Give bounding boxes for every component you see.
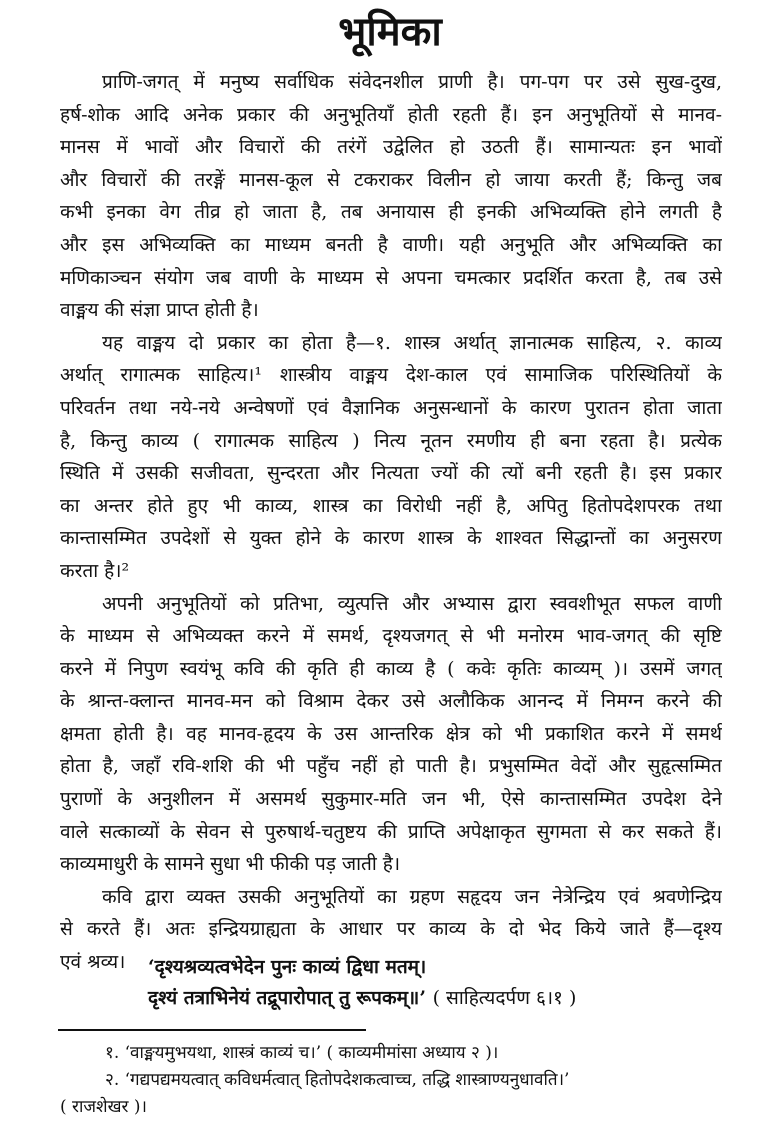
text-line: करने में निपुण स्वयंभू कवि की कृति ही काव्य है ( कवेः कृतिः काव्यम् )। उसमें जगत् — [60, 657, 722, 680]
text-line: होता है, जहाँ रवि-शशि की भी पहुँच नहीं हो पाती है। प्रभुसम्मित वेदों और सुहृत्सम्मित — [60, 755, 722, 778]
text-line: अपनी अनुभूतियों को प्रतिभा, व्युत्पत्ति और अभ्यास द्वारा स्ववशीभूत सफल वाणी — [102, 592, 722, 615]
verse-quote — [148, 952, 576, 1014]
text-line: क्षमता होती है। वह मानव-हृदय के उस आन्तरिक क्षेत्र को भी प्रकाशित करने में समर्थ — [60, 722, 722, 745]
footnote-2: २. ‘गद्यपद्यमयत्वात् कविधर्मत्वात् हितोपदेशकत्वाच्च, तद्धि शास्त्राण्यनुधावति।’ — [105, 1070, 570, 1090]
text-line: प्राणि-जगत् में मनुष्य सर्वाधिक संवेदनशील प्राणी है। पग-पग पर उसे सुख-दुख, — [102, 71, 722, 93]
text-line: के माध्यम से अभिव्यक्त करने में समर्थ, दृश्यजगत् से भी मनोरम भाव-जगत् की सृष्टि — [60, 625, 722, 648]
verse-line-2 — [148, 983, 576, 1014]
text-line: वाले सत्काव्यों के सेवन से पुरुषार्थ-चतुष्टय की प्राप्ति अपेक्षाकृत सुगमता से कर सकते हैं। — [60, 820, 722, 843]
text-line: कान्तासम्मित उपदेशों से युक्त होने के कारण शास्त्र के शाश्वत सिद्धान्तों का अनुसरण — [60, 527, 722, 550]
text-line: स्थिति में उसकी सजीवता, सुन्दरता और नित्यता ज्यों की त्यों बनी रहती है। इस प्रकार — [60, 462, 722, 485]
text-line: कभी इनका वेग तीव्र हो जाता है, तब अनायास ही इनकी अभिव्यक्ति होने लगती है — [60, 201, 722, 224]
text-line: करता है।² — [60, 559, 130, 582]
text-line: के श्रान्त-क्लान्त मानव-मन को विश्राम देकर उसे अलौकिक आनन्द में निमग्न करने की — [60, 690, 722, 713]
text-line: से करते हैं। अतः इन्द्रियग्राह्यता के आधार पर काव्य के दो भेद किये जाते हैं—दृश्य — [60, 918, 722, 941]
paragraph — [60, 588, 722, 881]
text-line: परिवर्तन तथा नये-नये अन्वेषणों एवं वैज्ञानिक अनुसन्धानों के कारण पुरातन होता जाता — [60, 396, 722, 419]
text-line: और इस अभिव्यक्ति का माध्यम बनती है वाणी। यही अनुभूति और अभिव्यक्ति का — [60, 233, 722, 256]
footnote-1: १. ‘वाङ्मयमुभयथा, शास्त्रं काव्यं च।’ ( काव्यमीमांसा अध्याय २ )। — [105, 1043, 499, 1063]
body-text — [60, 66, 722, 979]
paragraph — [60, 327, 722, 588]
text-line: मानस में भावों और विचारों की तरंगें उद्वेलित हो उठती हैं। सामान्यतः इन भावों — [60, 136, 722, 159]
text-line: है, किन्तु काव्य ( रागात्मक साहित्य ) नित्य नूतन रमणीय ही बना रहता है। प्रत्येक — [60, 429, 722, 452]
verse-line-1: ‘दृश्यश्रव्यत्वभेदेन पुनः काव्यं द्विधा मतम्। — [148, 956, 427, 978]
text-line: मणिकाञ्चन संयोग जब वाणी के माध्यम से अपना चमत्कार प्रदर्शित करता है, तब उसे — [60, 266, 722, 289]
text-line: हर्ष-शोक आदि अनेक प्रकार की अनुभूतियाँ होती रहती हैं। इन अनुभूतियों से मानव- — [60, 103, 722, 126]
text-line: पुराणों के अनुशीलन में असमर्थ सुकुमार-मति जन भी, ऐसे कान्तासम्मित उपदेश देने — [60, 788, 722, 811]
paragraph — [60, 66, 722, 327]
text-line: और विचारों की तरङ्गें मानस-कूल से टकराकर विलीन हो जाया करती हैं; किन्तु जब — [60, 168, 722, 191]
page-title: भूमिका — [338, 8, 442, 55]
text-line: एवं श्रव्य। — [60, 951, 126, 974]
text-line: यह वाङ्मय दो प्रकार का होता है—१. शास्त्र अर्थात् ज्ञानात्मक साहित्य, २. काव्य — [102, 331, 722, 354]
text-line: का अन्तर होते हुए भी काव्य, शास्त्र का विरोधी नहीं है, अपितु हितोपदेशपरक तथा — [60, 494, 722, 517]
verse-source: ( साहित्यदर्पण ६।१ ) — [432, 987, 577, 1009]
text-line: कवि द्वारा व्यक्त उसकी अनुभूतियों का ग्रहण सहृदय जन नेत्रेन्द्रिय एवं श्रवणेन्द्रिय — [102, 885, 722, 908]
text-line: वाङ्मय की संज्ञा प्राप्त होती है। — [60, 299, 259, 322]
text-line: काव्यमाधुरी के सामने सुधा भी फीकी पड़ जाती है। — [60, 853, 401, 876]
footnote-2-continued: ( राजशेखर )। — [60, 1097, 147, 1117]
footnote-divider — [58, 1029, 366, 1031]
text-line: अर्थात् रागात्मक साहित्य।¹ शास्त्रीय वाङ्मय देश-काल एवं सामाजिक परिस्थितियों के — [60, 364, 722, 387]
footnotes — [60, 1040, 722, 1121]
verse-line-2-text: दृश्यं तत्राभिनेयं तद्रूपारोपात् तु रूपकम्॥’ — [148, 987, 426, 1009]
